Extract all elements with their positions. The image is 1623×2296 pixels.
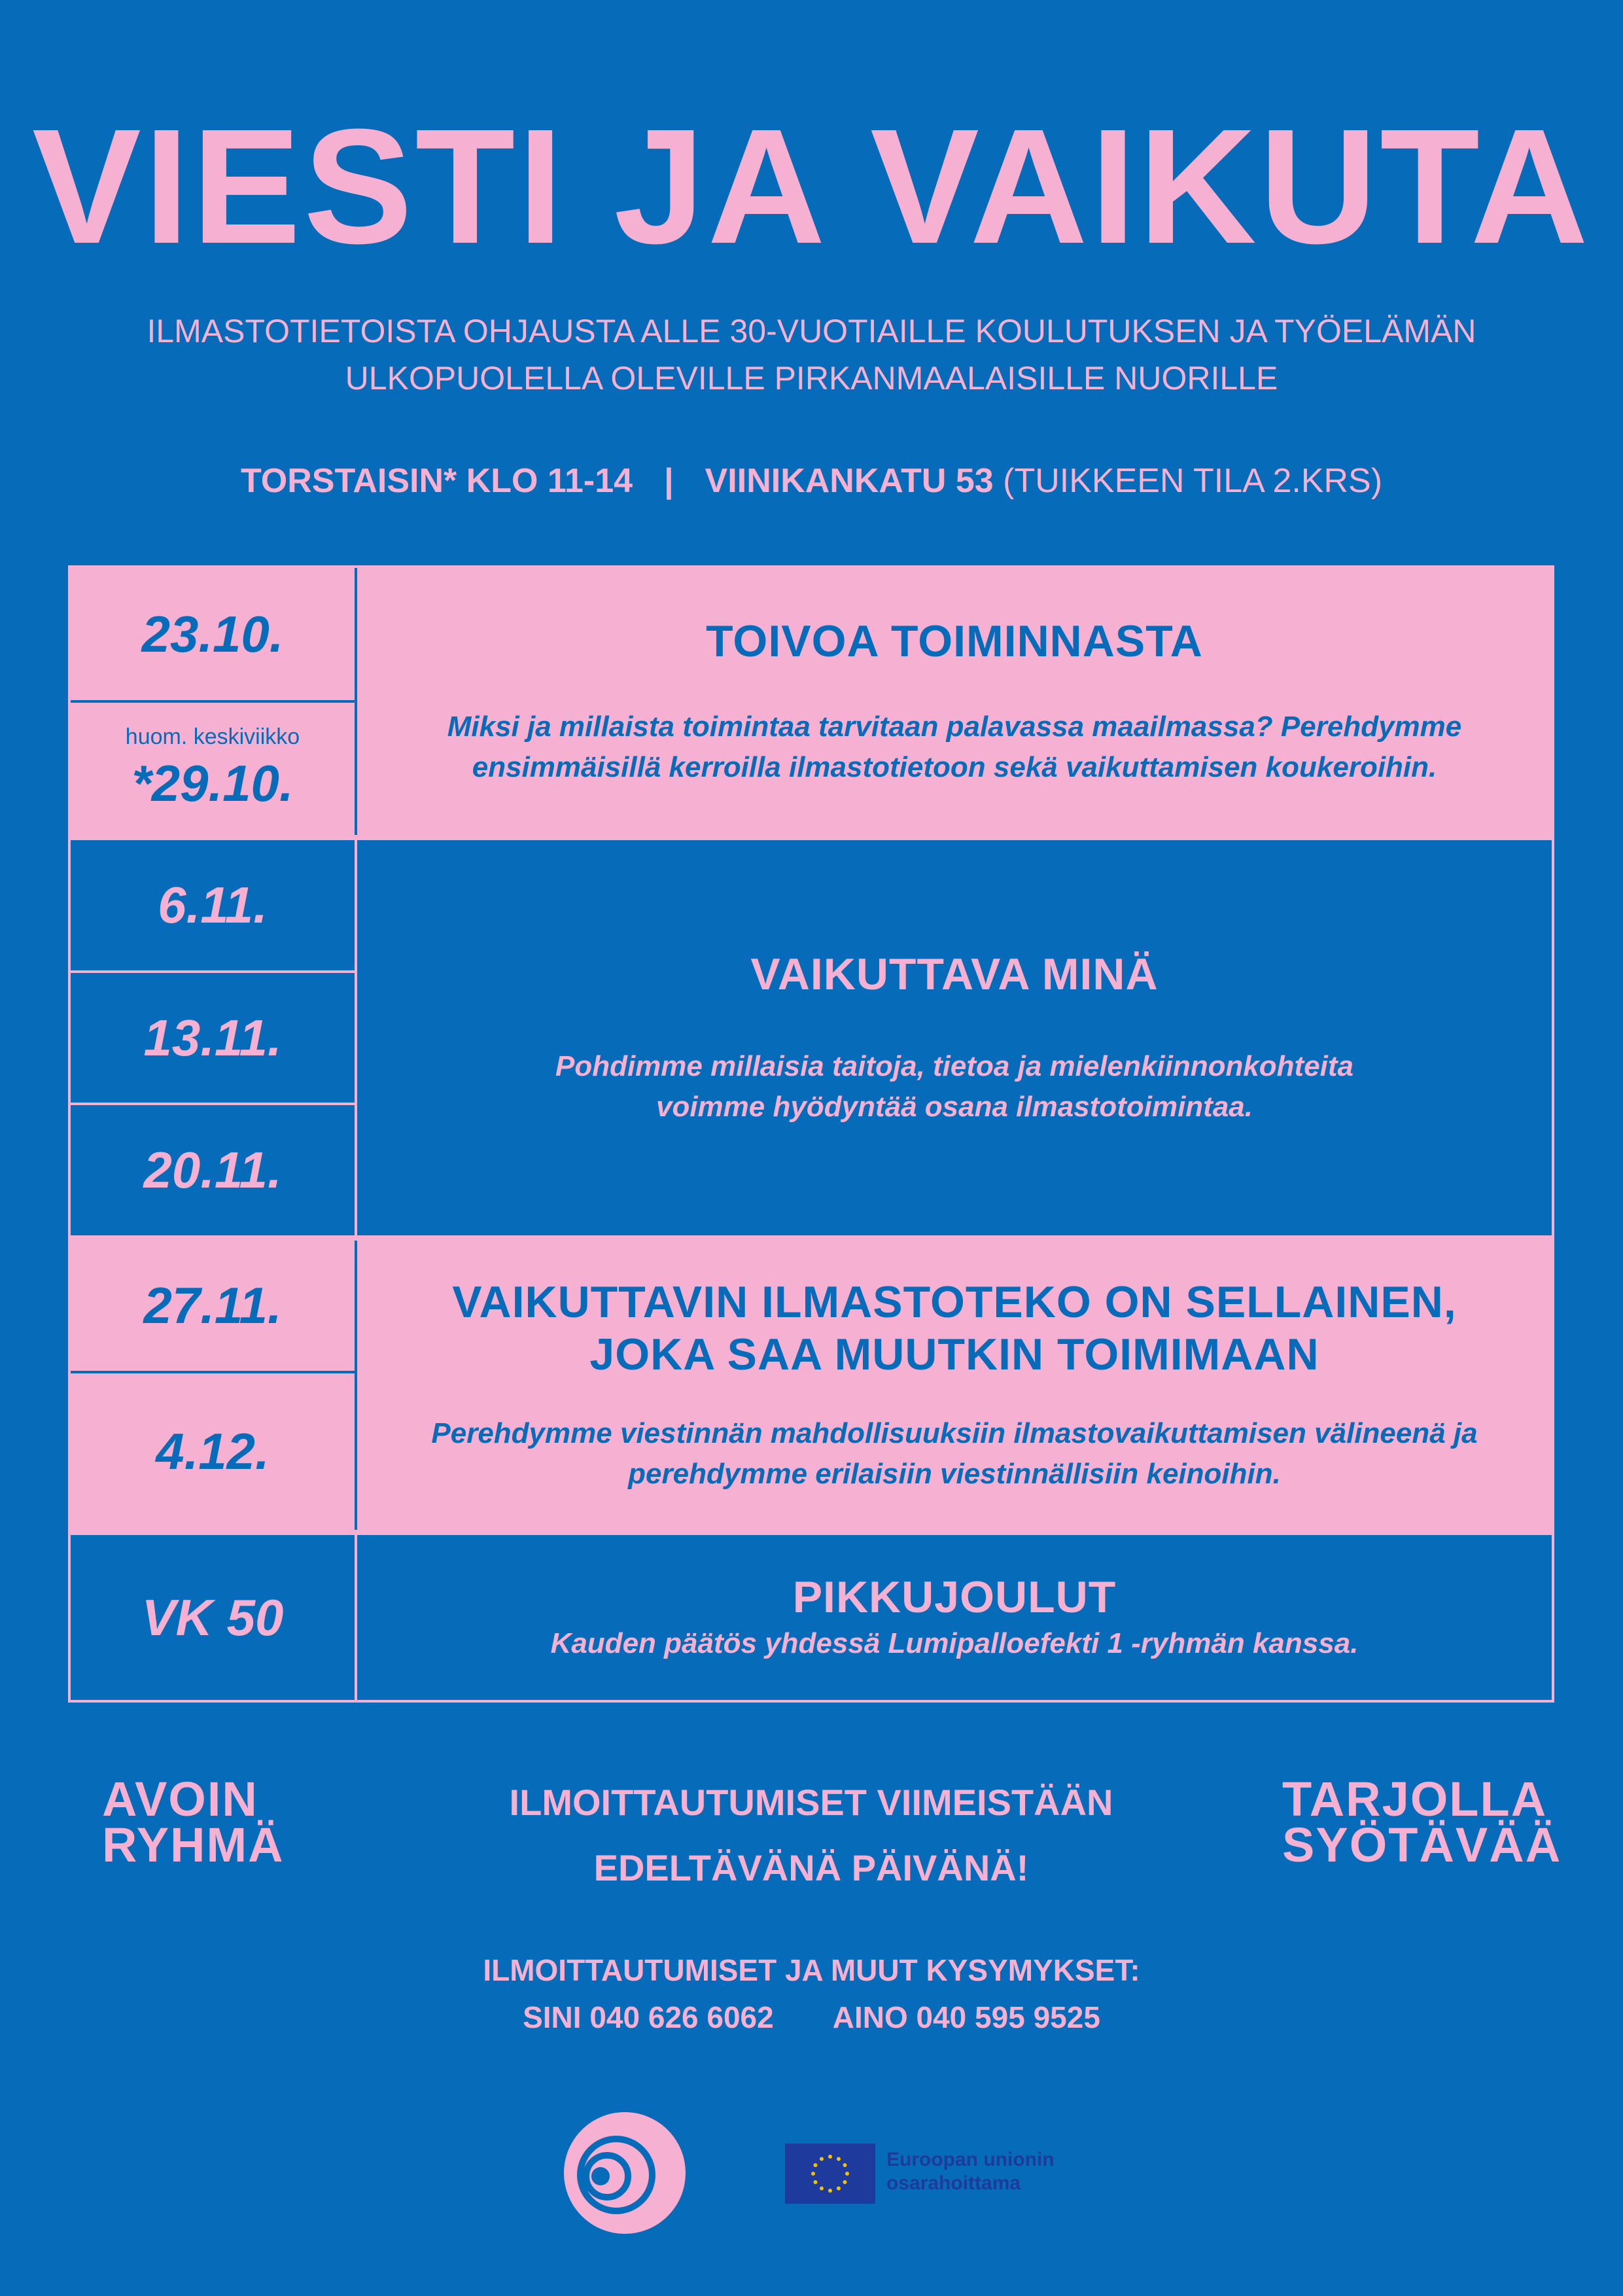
eu-text-line-2: osarahoittama (886, 2172, 1021, 2194)
session-content (357, 1241, 1552, 1530)
organization-logo-icon (564, 2112, 686, 2234)
session-block-4 (68, 1532, 1554, 1703)
date-label: 20.11. (143, 1141, 282, 1199)
session-content (357, 1535, 1552, 1700)
date-label: 13.11. (143, 1008, 282, 1067)
session-date (71, 1241, 355, 1373)
session-description-line-2: perehdymme erilaisiin viestinnällisiin keinoihin. (628, 1458, 1281, 1490)
date-note: huom. keskiviikko (125, 724, 300, 749)
session-heading: TOIVOA TOIMINNASTA (706, 616, 1203, 666)
session-date (71, 973, 355, 1106)
session-description-line-1: Perehdymme viestinnän mahdollisuuksiin ilmastovaikuttamisen välineenä ja (431, 1417, 1478, 1449)
registration-line-2: EDELTÄVÄNÄ PÄIVÄNÄ! (593, 1847, 1029, 1888)
session-dates (71, 568, 357, 835)
page-title: VIESTI JA VAIKUTA (31, 95, 1592, 277)
session-content (357, 568, 1552, 835)
subtitle (118, 308, 1505, 402)
subtitle-line-1: ILMASTOTIETOISTA OHJAUSTA ALLE 30-VUOTIAILLE KOULUTUKSEN JA TYÖELÄMÄN (147, 313, 1476, 349)
session-dates (71, 840, 357, 1235)
date-label: 27.11. (143, 1277, 282, 1335)
contact-sini: SINI 040 626 6062 (523, 2000, 774, 2034)
session-date (71, 1373, 355, 1530)
session-description-line-1: Miksi ja millaista toimintaa tarvitaan palavassa maailmassa? Perehdymme (447, 711, 1462, 743)
date-label: 4.12. (156, 1422, 270, 1481)
session-block-1 (68, 565, 1554, 838)
session-description: Kauden päätös yhdessä Lumipalloefekti 1 -ryhmän kanssa. (550, 1627, 1359, 1659)
session-dates (71, 1535, 357, 1700)
session-date (71, 1105, 355, 1235)
session-heading-line-2: JOKA SAA MUUTKIN TOIMIMAAN (589, 1330, 1319, 1379)
eu-flag-icon (785, 2144, 875, 2204)
food-offered-label (1282, 1772, 1562, 1872)
eu-text-line-1: Euroopan unionin (886, 2149, 1055, 2170)
schedule-time: TORSTAISIN* KLO 11-14 (240, 462, 633, 500)
session-heading-line-1: VAIKUTTAVIN ILMASTOTEKO ON SELLAINEN, (452, 1277, 1457, 1327)
session-heading: VAIKUTTAVA MINÄ (750, 949, 1159, 999)
session-description-line-2: voimme hyödyntää osana ilmastotoimintaa. (655, 1091, 1253, 1123)
schedule-separator: | (664, 462, 674, 500)
schedule-info (0, 458, 1623, 504)
eu-funding-text (886, 2148, 1055, 2195)
schedule-address: VIINIKANKATU 53 (705, 462, 994, 500)
contact-heading: ILMOITTAUTUMISET JA MUUT KYSYMYKSET: (483, 1953, 1140, 1987)
session-description-line-1: Pohdimme millaisia taitoja, tietoa ja mielenkiinnonkohteita (555, 1050, 1354, 1082)
date-label: 6.11. (158, 875, 268, 934)
date-label: *29.10. (131, 754, 294, 812)
session-date (71, 568, 355, 703)
subtitle-line-2: ULKOPUOLELLA OLEVILLE PIRKANMAALAISILLE NUORILLE (345, 360, 1278, 397)
food-line-2: SYÖTÄVÄÄ (1282, 1818, 1562, 1872)
session-date (71, 703, 355, 835)
session-description-line-2: ensimmäisillä kerroilla ilmastotietoon sekä vaikuttamisen koukeroihin. (472, 751, 1437, 783)
session-block-3 (68, 1238, 1554, 1532)
food-line-1: TARJOLLA (1282, 1772, 1548, 1826)
session-date (71, 840, 355, 973)
open-group-line-1: AVOIN (102, 1772, 258, 1826)
contact-aino: AINO 040 595 9525 (832, 2000, 1100, 2034)
session-content (357, 840, 1552, 1235)
open-group-label (102, 1772, 285, 1872)
registration-deadline (445, 1770, 1178, 1901)
registration-line-1: ILMOITTAUTUMISET VIIMEISTÄÄN (509, 1782, 1113, 1823)
session-dates (71, 1241, 357, 1530)
session-block-2 (68, 838, 1554, 1238)
date-label: VK 50 (141, 1588, 284, 1646)
contact-info (0, 1947, 1623, 2041)
session-date (71, 1535, 355, 1700)
open-group-line-2: RYHMÄ (102, 1818, 285, 1872)
date-label: 23.10. (141, 605, 284, 663)
session-heading: PIKKUJOULUT (792, 1572, 1117, 1622)
schedule-place: (TUIKKEEN TILA 2.KRS) (1003, 462, 1383, 500)
